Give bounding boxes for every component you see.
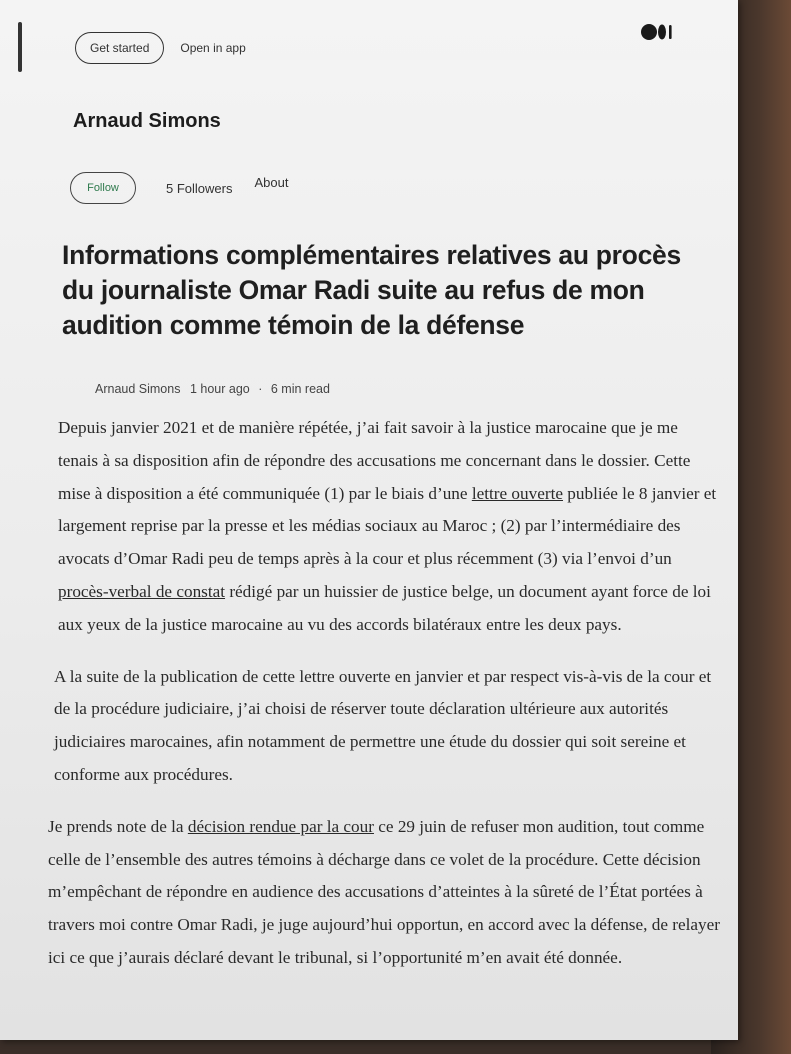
paragraph-2: A la suite de la publication de cette lettre ouverte en janvier et par respect vis-à-vis de la cour et de la procédure judiciaire, j’ai choisi de réserver toute déclaration ultérieure aux autorités judiciaires marocaines, afin notamment de permettre une étude du dossier qui soit sereine et conforme aux procédures. [54,666,712,784]
p1-text-3: rédigé par un huissier de justice belge, un document ayant force de loi aux yeux de la justice marocaine au vu des accords bilatéraux entre les deux pays. [58,581,711,634]
p1-text-2: publiée le 8 janvier et largement reprise par la presse et les médias sociaux au Maroc ; (2) par l’intermédiaire des avocats d’Omar Radi peu de temps après à la cour et plus récemment (3) via l’envoi d’un [58,483,717,569]
meta-author-link[interactable]: Arnaud Simons [95,382,181,396]
court-decision-link[interactable]: décision rendue par la cour [187,816,374,836]
article-meta [95,382,330,396]
article-body [48,412,720,994]
author-actions [70,172,288,204]
followers-count-link[interactable]: 5 Followers [166,180,233,196]
about-link[interactable]: About [254,174,289,190]
paragraph-3 [48,811,728,975]
p3-text-2: ce 29 juin de refuser mon audition, tout comme celle de l’ensemble des autres témoins à décharge dans ce volet de la procédure. Cette décision m’empêchant de répondre en audience des accusations d’atteintes à la sûreté de l’État portées à travers moi contre Omar Radi, je juge aujourd’hui opportun, en accord avec la défense, de relayer ici ce que j’aurais déclaré devant le tribunal, si l’opportunité m’en avait été donnée. [48,816,720,967]
device-bezel [18,22,22,72]
paragraph-1 [58,412,720,642]
meta-time: 1 hour ago [189,382,250,396]
p1-text-1: Depuis janvier 2021 et de manière répétée, j’ai fait savoir à la justice marocaine que je me tenais à sa disposition afin de répondre des accusations me concernant dans le dossier. Cette mise à disposition a été communiquée (1) par le biais d’une [58,418,691,503]
medium-logo-icon[interactable] [640,20,678,49]
meta-separator: · [258,382,263,396]
get-started-button[interactable]: Get started [75,32,164,64]
follow-button[interactable]: Follow [70,172,136,204]
meta-read-time: 6 min read [270,382,330,396]
open-letter-link[interactable]: lettre ouverte [471,483,563,503]
article-title: Informations complémentaires relatives au procès du journaliste Omar Radi suite au refus de mon audition comme témoin de la défense [62,240,681,340]
p3-text-1: Je prends note de la [48,816,188,836]
open-in-app-link[interactable]: Open in app [180,41,246,55]
author-name[interactable]: Arnaud Simons [73,110,221,132]
topbar [75,32,246,64]
report-link[interactable]: procès-verbal de constat [58,581,226,601]
